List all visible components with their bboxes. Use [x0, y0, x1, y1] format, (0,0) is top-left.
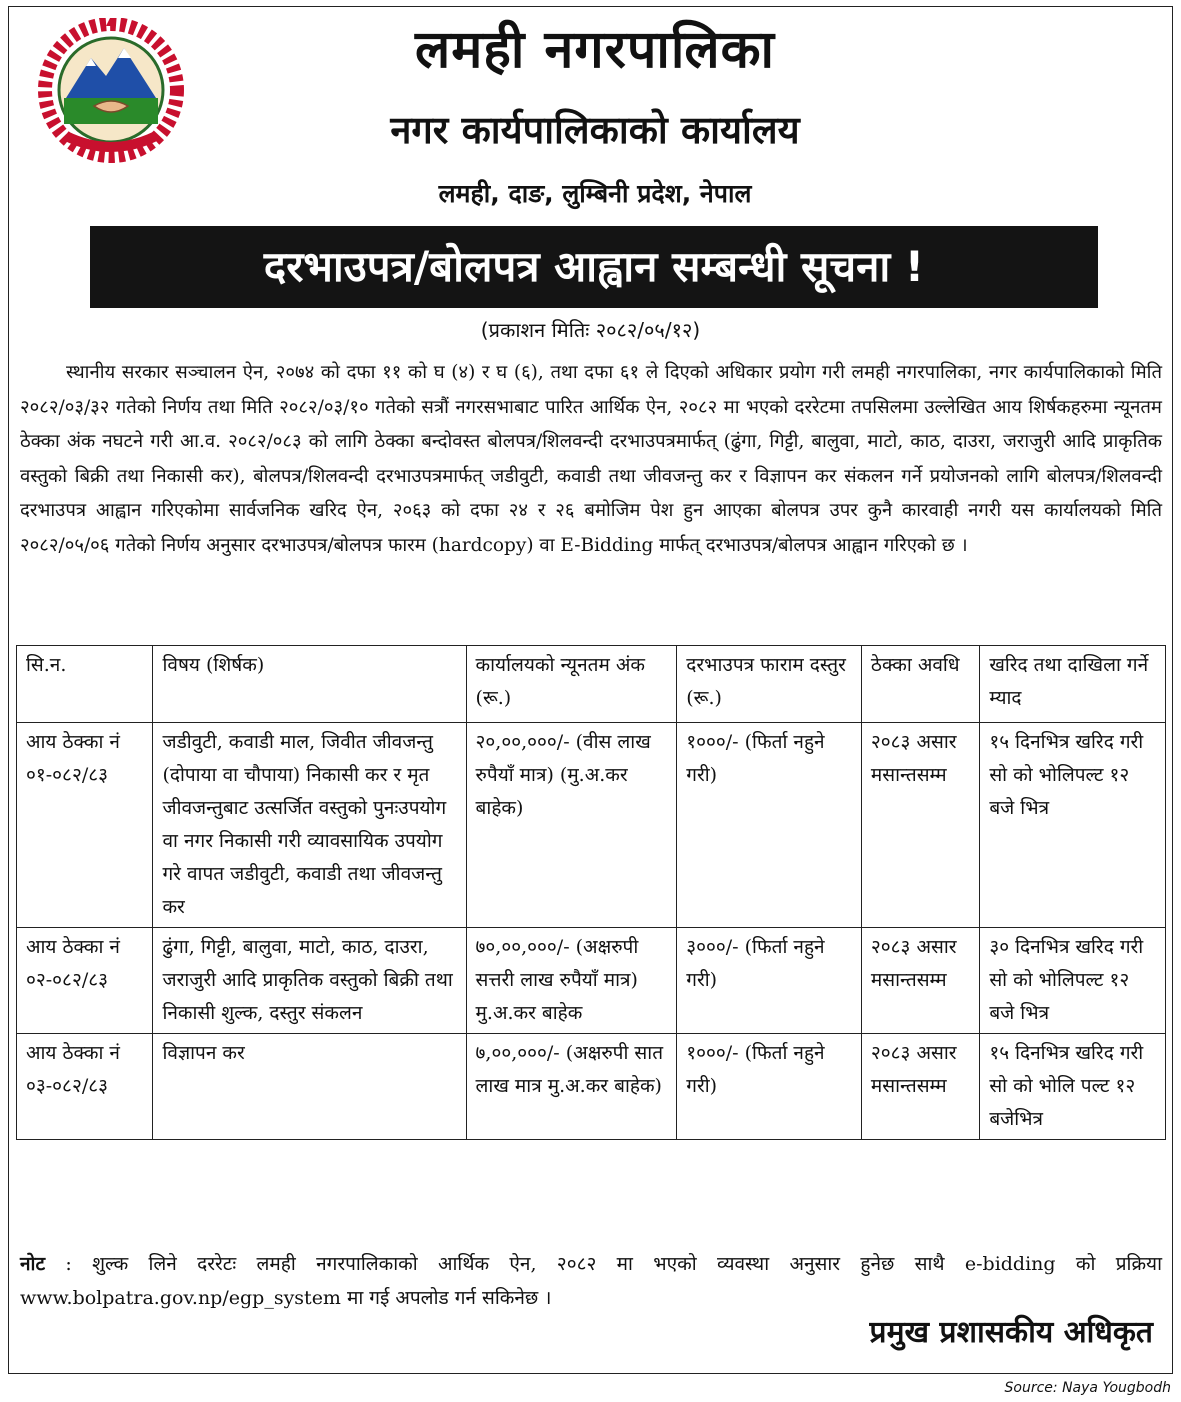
header-contract-period: ठेक्का अवधि: [861, 646, 979, 723]
cell-deadline: १५ दिनभित्र खरिद गरी सो को भोलि पल्ट १२ बजेभित्र: [980, 1034, 1166, 1140]
municipality-title: लमही नगरपालिका: [414, 20, 776, 80]
government-emblem-icon: [36, 18, 186, 163]
tender-table: [16, 645, 1166, 1140]
notice-paragraph: स्थानीय सरकार सञ्चालन ऐन, २०७४ को दफा ११ को घ (४) र घ (६), तथा दफा ६१ ले दिएको अधिकार प्रयोग गरी लमही नगरपालिका, नगर कार्यपालिकाको मिति २०८२/०३/३२ गतेको निर्णय तथा मिति २०८२/०३/१० गतेको सत्रौं नगरसभाबाट पारित आर्थिक ऐन, २०८२ मा भएको दररेटमा तपसिलमा उल्लेखित आय शिर्षकहरुमा न्यूनतम ठेक्का अंक नघटने गरी आ.व. २०८२/०८३ को लागि ठेक्का बन्दोवस्त बोलपत्र/शिलवन्दी दरभाउपत्रमार्फत् (ढुंगा, गिट्टी, बालुवा, माटो, काठ, दाउरा, जराजुरी आदि प्राकृतिक वस्तुको बिक्री तथा निकासी कर), बोलपत्र/शिलवन्दी दरभाउपत्रमार्फत् जडीवुटी, कवाडी तथा जीवजन्तु कर र विज्ञापन कर संकलन गर्ने प्रयोजनको लागि बोलपत्र/शिलवन्दी दरभाउपत्र आह्वान गरिएकोमा सार्वजनिक खरिद ऐन, २०६३ को दफा २४ र २६ बमोजिम पेश हुन आएका बोलपत्र उपर कुनै कारवाही नगरी यस कार्यालयको मिति २०८२/०५/०६ गतेको निर्णय अनुसार दरभाउपत्र/बोलपत्र फारम (hardcopy) वा E-Bidding मार्फत् दरभाउपत्र/बोलपत्र आह्वान गरिएको छ ।: [20, 362, 1162, 556]
header-form-fee: दरभाउपत्र फाराम दस्तुर (रू.): [677, 646, 862, 723]
note-paragraph: [20, 1247, 1162, 1315]
address-line: लमही, दाङ, लुम्बिनी प्रदेश, नेपाल: [438, 179, 752, 208]
signatory-title: प्रमुख प्रशासकीय अधिकृत: [869, 1315, 1153, 1350]
cell-contract-period: २०८३ असार मसान्तसम्म: [861, 1034, 979, 1140]
source-credit: Source: Naya Yougbodh: [1004, 1380, 1171, 1396]
header-deadline: खरिद तथा दाखिला गर्ने म्याद: [980, 646, 1166, 723]
note-text: : शुल्क लिने दररेटः लमही नगरपालिकाको आर्थिक ऐन, २०८२ मा भएको व्यवस्था अनुसार हुनेछ साथै e-bidding को प्रक्रिया www.bolpatra.gov.np/egp_system मा गई अपलोड गर्न सकिनेछ ।: [20, 1253, 1162, 1309]
cell-sn: आय ठेक्का नं ०१-०८२/८३: [17, 723, 153, 928]
table-header-row: [17, 646, 1166, 723]
header-subject: विषय (शिर्षक): [153, 646, 466, 723]
table-row: [17, 723, 1166, 928]
cell-min-amount: २०,००,०००/- (वीस लाख रुपैयाँ मात्र) (मु.अ.कर बाहेक): [466, 723, 677, 928]
header-sn: सि.न.: [17, 646, 153, 723]
cell-subject: ढुंगा, गिट्टी, बालुवा, माटो, काठ, दाउरा, जराजुरी आदि प्राकृतिक वस्तुको बिक्री तथा निकासी शुल्क, दस्तुर संकलन: [153, 928, 466, 1034]
cell-subject: विज्ञापन कर: [153, 1034, 466, 1140]
cell-deadline: ३० दिनभित्र खरिद गरी सो को भोलिपल्ट १२ बजे भित्र: [980, 928, 1166, 1034]
header-min-amount: कार्यालयको न्यूनतम अंक (रू.): [466, 646, 677, 723]
table-row: [17, 1034, 1166, 1140]
publication-date: (प्रकाशन मितिः २०८२/०५/१२): [480, 318, 701, 342]
notice-banner: दरभाउपत्र/बोलपत्र आह्वान सम्बन्धी सूचना !: [90, 226, 1098, 308]
cell-contract-period: २०८३ असार मसान्तसम्म: [861, 723, 979, 928]
cell-form-fee: १०००/- (फिर्ता नहुने गरी): [677, 1034, 862, 1140]
cell-deadline: १५ दिनभित्र खरिद गरी सो को भोलिपल्ट १२ बजे भित्र: [980, 723, 1166, 928]
note-label: नोट: [20, 1253, 46, 1275]
cell-contract-period: २०८३ असार मसान्तसम्म: [861, 928, 979, 1034]
cell-min-amount: ७,००,०००/- (अक्षरुपी सात लाख मात्र मु.अ.कर बाहेक): [466, 1034, 677, 1140]
office-subtitle: नगर कार्यपालिकाको कार्यालय: [390, 108, 800, 152]
cell-subject: जडीवुटी, कवाडी माल, जिवीत जीवजन्तु (दोपाया वा चौपाया) निकासी कर र मृत जीवजन्तुबाट उत्सर्जित वस्तुको पुनःउपयोग वा नगर निकासी गरी व्यावसायिक उपयोग गरे वापत जडीवुटी, कवाडी तथा जीवजन्तु कर: [153, 723, 466, 928]
cell-min-amount: ७०,००,०००/- (अक्षरुपी सत्तरी लाख रुपैयाँ मात्र) मु.अ.कर बाहेक: [466, 928, 677, 1034]
cell-form-fee: ३०००/- (फिर्ता नहुने गरी): [677, 928, 862, 1034]
table-row: [17, 928, 1166, 1034]
cell-sn: आय ठेक्का नं ०२-०८२/८३: [17, 928, 153, 1034]
cell-form-fee: १०००/- (फिर्ता नहुने गरी): [677, 723, 862, 928]
cell-sn: आय ठेक्का नं ०३-०८२/८३: [17, 1034, 153, 1140]
